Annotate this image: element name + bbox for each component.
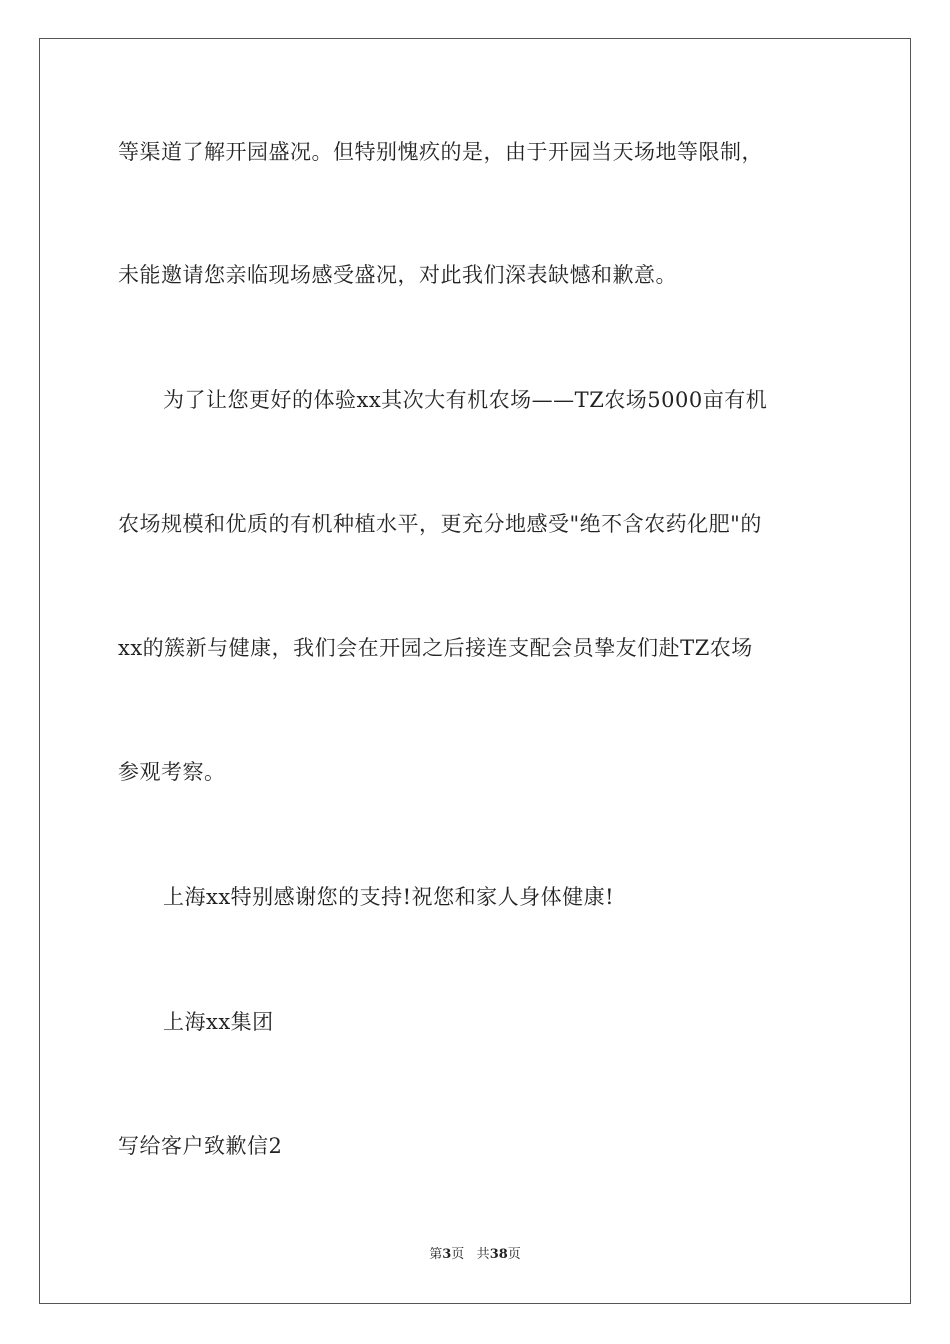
footer-total-suffix: 页 [507,1247,521,1262]
body-line-1: 等渠道了解开园盛况。但特别愧疚的是，由于开园当天场地等限制， [118,140,763,164]
page-footer [0,1246,950,1264]
footer-current-page: 3 [442,1247,452,1262]
section-heading: 写给客户致歉信2 [118,1134,283,1158]
body-line-3: 为了让您更好的体验xx其次大有机农场——TZ农场5000亩有机 [163,388,768,412]
page-frame [39,38,911,1304]
body-line-6: 参观考察。 [118,760,226,784]
signature-line: 上海xx集团 [163,1010,274,1034]
body-line-5: xx的簇新与健康，我们会在开园之后接连支配会员挚友们赴TZ农场 [118,636,753,660]
footer-page-suffix: 页 [451,1247,465,1262]
body-line-4: 农场规模和优质的有机种植水平，更充分地感受"绝不含农药化肥"的 [118,512,762,536]
body-line-7: 上海xx特别感谢您的支持!祝您和家人身体健康! [163,885,615,909]
footer-total-prefix: 共 [476,1247,490,1262]
footer-prefix: 第 [429,1247,443,1262]
footer-total-pages: 38 [489,1247,508,1262]
body-line-2: 未能邀请您亲临现场感受盛况，对此我们深表缺憾和歉意。 [118,263,677,287]
